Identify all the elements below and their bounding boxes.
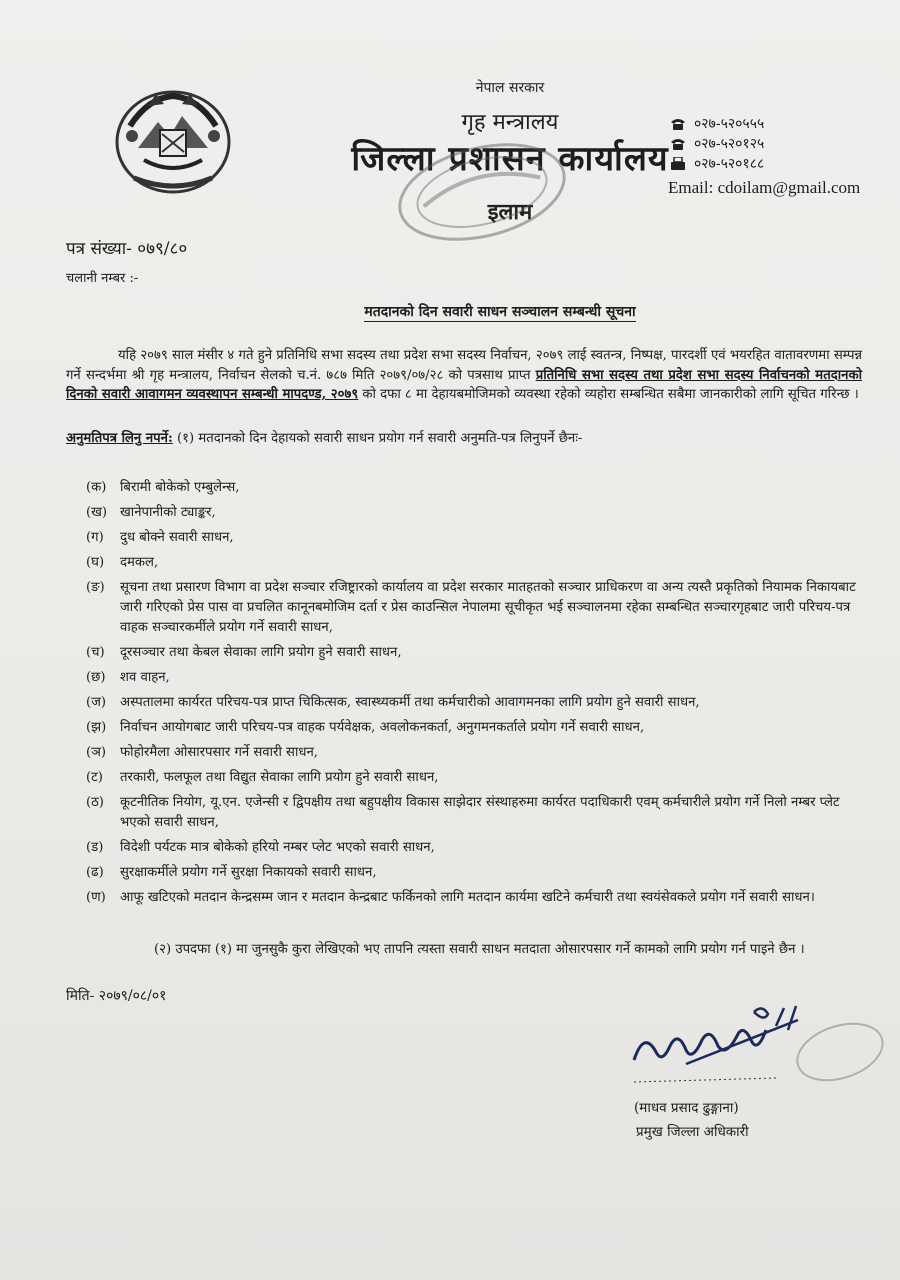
item-text: अस्पतालमा कार्यरत परिचय-पत्र प्राप्त चिकित्सक, स्वास्थ्यकर्मी तथा कर्मचारीको आवागमनका लागि प्रयोग हुने सवारी साधन, <box>120 695 700 710</box>
list-item <box>86 838 856 858</box>
list-item <box>86 693 856 713</box>
item-label: (च) <box>86 645 105 660</box>
item-text: सुरक्षाकर्मीले प्रयोग गर्ने सुरक्षा निकायको सवारी साधन, <box>120 865 377 880</box>
item-label: (ज) <box>86 695 107 710</box>
item-text: कूटनीतिक नियोग, यू.एन. एजेन्सी र द्विपक्षीय तथा बहुपक्षीय विकास साझेदार संस्थाहरुमा कार्यरत पदाधिकारी एवम् कर्मचारीले प्रयोग गर्ने निलो नम्बर प्लेट भएको सवारी साधन, <box>120 795 840 830</box>
phone-icon <box>670 137 686 151</box>
list-item <box>86 668 856 688</box>
dispatch-number: चलानी नम्बर :- <box>66 271 139 286</box>
ministry-name: गृह मन्त्रालय <box>461 110 559 135</box>
office-name: जिल्ला प्रशासन कार्यालय <box>351 139 669 179</box>
item-label: (ठ) <box>86 795 104 810</box>
government-name: नेपाल सरकार <box>475 80 545 96</box>
phone-row <box>670 134 764 154</box>
letter-number: पत्र संख्या- ०७९/८० <box>66 239 188 259</box>
item-text: तरकारी, फलफूल तथा विद्युत सेवाका लागि प्रयोग हुने सवारी साधन, <box>120 770 439 785</box>
item-text: फोहोरमैला ओसारपसार गर्ने सवारी साधन, <box>120 745 319 760</box>
intro-paragraph <box>66 346 862 405</box>
phone-number-2: ०२७-५२०१२५ <box>694 136 765 152</box>
list-item <box>86 863 856 883</box>
list-item <box>86 768 856 788</box>
signatory-name: (माधव प्रसाद ढुङ्गाना) <box>634 1100 739 1116</box>
item-label: (क) <box>86 480 107 495</box>
item-label: (छ) <box>86 670 106 685</box>
permit-heading: अनुमतिपत्र लिनु नपर्ने: <box>66 431 173 446</box>
list-item <box>86 718 856 738</box>
list-item <box>86 528 856 548</box>
signature-icon <box>626 990 886 1100</box>
item-label: (ग) <box>86 530 104 545</box>
list-item <box>86 553 856 573</box>
item-text: बिरामी बोकेको एम्बुलेन्स, <box>120 480 240 495</box>
intro-text-b: को दफा ८ मा देहायबमोजिमको व्यवस्था रहेको व्यहोरा सम्बन्धित सबैमा जानकारीको लागि सूचित गरिन्छ । <box>358 387 859 402</box>
list-item <box>86 643 856 663</box>
phone-number-1: ०२७-५२०५५५ <box>694 116 765 132</box>
exempt-vehicle-list <box>86 478 856 913</box>
permit-clause <box>66 428 866 446</box>
item-label: (ख) <box>86 505 108 520</box>
list-item <box>86 578 856 638</box>
fax-icon <box>670 157 686 171</box>
office-email: Email: cdoilam@gmail.com <box>668 178 861 197</box>
list-item <box>86 478 856 498</box>
fax-row <box>670 154 764 174</box>
item-label: (झ) <box>86 720 107 735</box>
item-text: सूचना तथा प्रसारण विभाग वा प्रदेश सञ्चार रजिष्ट्रारको कार्यालय वा प्रदेश सरकार मातहतको सञ्चार प्राधिकरण वा अन्य त्यस्तै प्रकृतिको नियामक निकायबाट जारी गरिएको प्रेस पास वा प्रचलित कानूनबमोजिम दर्ता र प्रेस काउन्सिल नेपालमा सूचीकृत भई सञ्चालनमा रहेका सम्बन्धित सञ्चारगृहबाट जारी परिचय-पत्र वाहक सञ्चारकर्मीले प्रयोग गर्ने सवारी साधन, <box>120 580 856 635</box>
list-item <box>86 743 856 763</box>
item-text: दूरसञ्चार तथा केबल सेवाका लागि प्रयोग हुने सवारी साधन, <box>120 645 402 660</box>
item-label: (ट) <box>86 770 103 785</box>
item-label: (ड) <box>86 840 104 855</box>
notice-subject <box>0 302 900 321</box>
issue-date: मिति- २०७९/०८/०१ <box>66 988 167 1004</box>
intro-text-a: यहि २०७९ साल मंसीर ४ गते हुने प्रतिनिधि सभा सदस्य तथा प्रदेश सभा सदस्य निर्वाचन, २०७९ लाई स्वतन्त्र, निष्पक्ष, पारदर्शी एवं भयरहित वातावरणमा सम्पन्न गर्ने सन्दर्भमा श्री गृह मन्त्रालय, निर्वाचन सेलको च.नं. ७८७ मिति २०७९/०७/२८ को पत्रसाथ प्राप्त <box>66 348 862 383</box>
sub-clause-2: (२) उपदफा (१) मा जुनसुकै कुरा लेखिएको भए तापनि त्यस्ता सवारी साधन मतदाता ओसारपसार गर्ने कामको लागि प्रयोग गर्न पाइने छैन । <box>154 942 805 957</box>
item-text: विदेशी पर्यटक मात्र बोकेको हरियो नम्बर प्लेट भएको सवारी साधन, <box>120 840 435 855</box>
item-label: (ण) <box>86 890 106 905</box>
signatory-title: प्रमुख जिल्ला अधिकारी <box>636 1124 749 1140</box>
permit-text: (१) मतदानको दिन देहायको सवारी साधन प्रयोग गर्न सवारी अनुमति-पत्र लिनुपर्ने छैनः- <box>172 431 583 446</box>
item-label: (ङ) <box>86 580 105 595</box>
list-item <box>86 793 856 833</box>
item-text: आफू खटिएको मतदान केन्द्रसम्म जान र मतदान केन्द्रबाट फर्किनको लागि मतदान कार्यमा खटिने कर्मचारी तथा स्वयंसेवकले प्रयोग गर्ने सवारी साधन। <box>120 890 815 905</box>
list-item <box>86 503 856 523</box>
list-item <box>86 888 856 908</box>
subject-text: मतदानको दिन सवारी साधन सञ्चालन सम्बन्धी सूचना <box>364 304 636 320</box>
contact-numbers <box>670 114 764 174</box>
phone-row <box>670 114 764 134</box>
item-label: (ञ) <box>86 745 107 760</box>
item-text: दुध बोक्ने सवारी साधन, <box>120 530 234 545</box>
guideline-title: प्रतिनिधि सभा सदस्य तथा प्रदेश सभा सदस्य निर्वाचनको मतदानको दिनको सवारी आवागमन व्यवस्थापन सम्बन्धी मापदण्ड, २०७९ <box>66 367 862 402</box>
item-text: खानेपानीको ट्याङ्कर, <box>120 505 216 520</box>
item-text: निर्वाचन आयोगबाट जारी परिचय-पत्र वाहक पर्यवेक्षक, अवलोकनकर्ता, अनुगमनकर्ताले प्रयोग गर्ने सवारी साधन, <box>120 720 645 735</box>
item-label: (ढ) <box>86 865 104 880</box>
district-name: इलाम <box>487 199 533 225</box>
item-text: दमकल, <box>120 555 159 570</box>
item-label: (घ) <box>86 555 105 570</box>
item-text: शव वाहन, <box>120 670 170 685</box>
fax-number: ०२७-५२०१८८ <box>694 156 765 172</box>
phone-icon <box>670 117 686 131</box>
